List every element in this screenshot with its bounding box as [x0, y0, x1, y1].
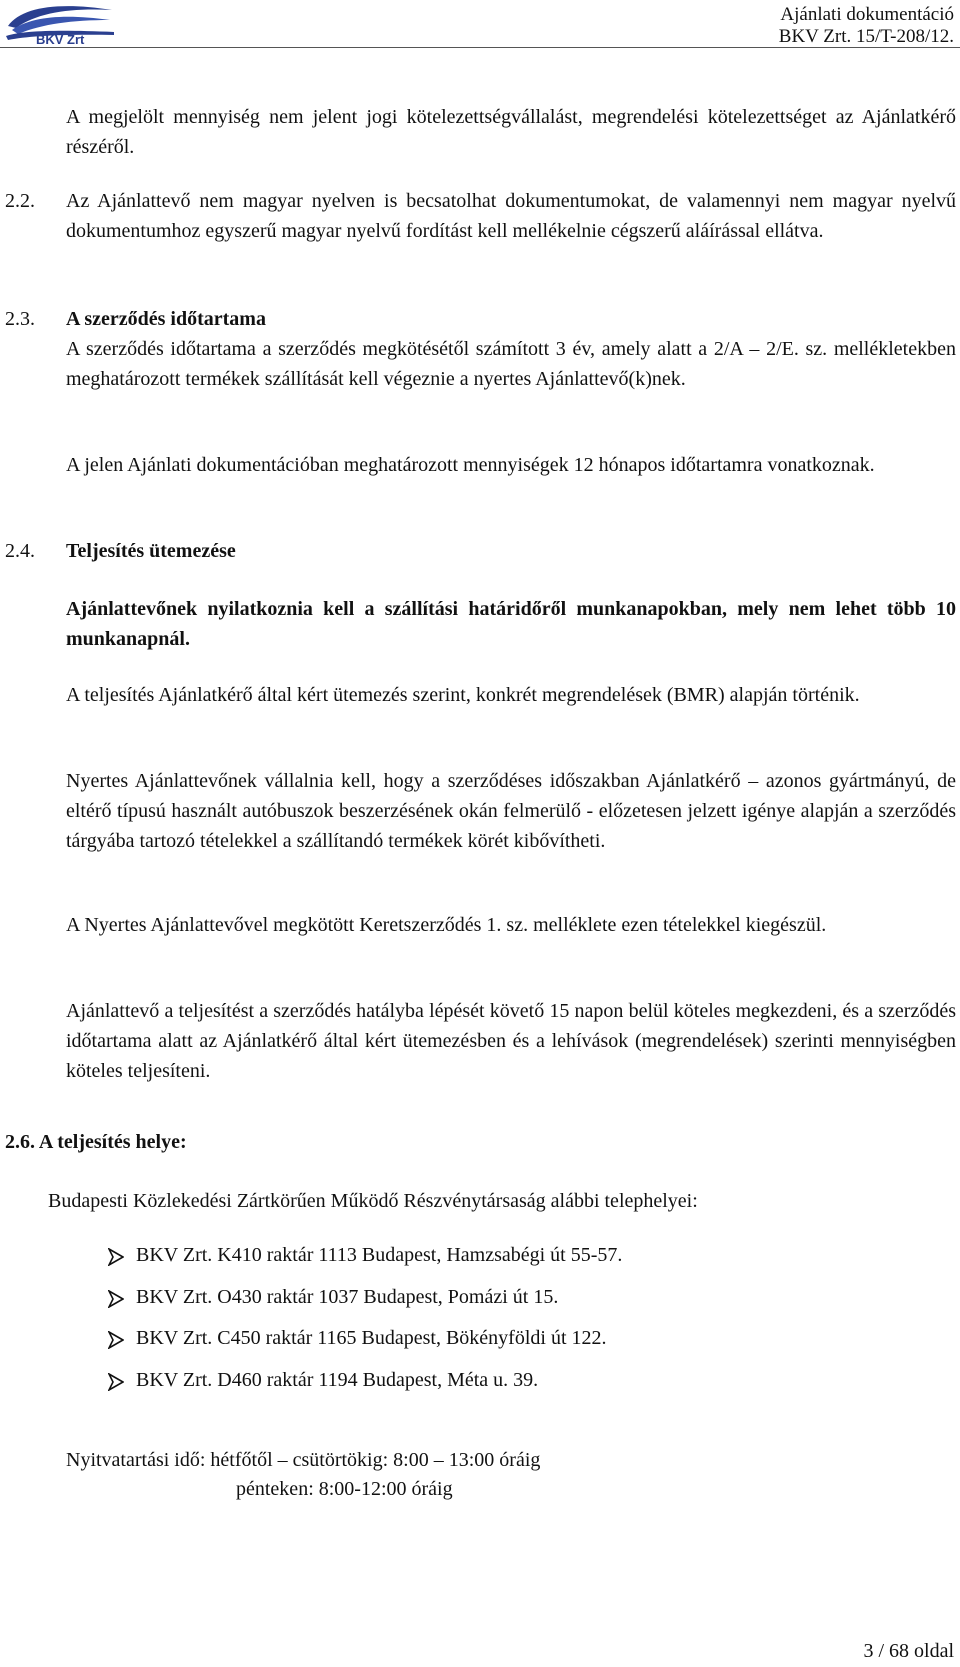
bkv-logo — [2, 0, 118, 44]
section-2-6-intro: Budapesti Közlekedési Zártkörűen Működő Részvénytársaság alábbi telephelyei: — [48, 1190, 698, 1212]
section-2-4-paragraph-2: Nyertes Ajánlattevőnek vállalnia kell, hogy a szerződéses időszakban Ajánlatkérő – azonos gyártmányú, de eltérő típusú használt autóbuszok beszerzésének okán felmerülő - előzetesen jelzett igénye alapján a szerződés tárgyába tartozó tételekkel a szállítandó termékek körét kibővítheti. — [66, 770, 956, 852]
list-item: BKV Zrt. O430 raktár 1037 Budapest, Pomázi út 15. — [136, 1286, 559, 1308]
page-number: 3 / 68 oldal — [863, 1640, 954, 1662]
section-2-4-number: 2.4. — [5, 540, 35, 562]
section-2-3-paragraph-1: A szerződés időtartama a szerződés megkötésétől számított 3 év, amely alatt a 2/A – 2/E. sz. mellékletekben meghatározott termékek szállítását kell végeznie a nyertes Ajánlattevő(k)nek. — [66, 338, 956, 390]
arrow-bullet-icon — [108, 1290, 124, 1308]
header-title: Ajánlati dokumentáció — [780, 4, 954, 25]
section-2-4-title: Teljesítés ütemezése — [66, 540, 236, 562]
arrow-bullet-icon — [108, 1331, 124, 1349]
section-2-6-heading: 2.6. A teljesítés helye: — [5, 1131, 187, 1153]
section-2-4-paragraph-1: A teljesítés Ajánlatkérő által kért ütemezés szerint, konkrét megrendelések (BMR) alapján történik. — [66, 684, 860, 706]
header-info — [779, 4, 954, 48]
section-2-2-number: 2.2. — [5, 190, 35, 212]
header-divider — [0, 47, 960, 48]
section-2-3-paragraph-2: A jelen Ajánlati dokumentációban meghatározott mennyiségek 12 hónapos időtartamra vonatkoznak. — [66, 454, 875, 476]
list-item: BKV Zrt. C450 raktár 1165 Budapest, Bökényföldi út 122. — [136, 1327, 607, 1349]
arrow-bullet-icon — [108, 1248, 124, 1266]
footer-opening-hours: Nyitvatartási idő: hétfőtől – csütörtökig: 8:00 – 13:00 óráig — [66, 1449, 541, 1471]
section-2-4-bold-paragraph: Ajánlattevőnek nyilatkoznia kell a szállítási határidőről munkanapokban, mely nem lehet több 10 munkanapnál. — [66, 598, 956, 650]
list-item: BKV Zrt. D460 raktár 1194 Budapest, Méta u. 39. — [136, 1369, 539, 1391]
header-doc-number: BKV Zrt. 15/T-208/12. — [778, 26, 954, 47]
logo-text: BKV Zrt — [36, 32, 85, 44]
section-2-3-title: A szerződés időtartama — [66, 308, 266, 330]
intro-paragraph: A megjelölt mennyiség nem jelent jogi kötelezettségvállalást, megrendelési kötelezettséget az Ajánlatkérő részéről. — [66, 106, 956, 158]
section-2-3-number: 2.3. — [5, 308, 35, 330]
footer-friday-hours: pénteken: 8:00-12:00 óráig — [236, 1478, 453, 1500]
arrow-bullet-icon — [108, 1373, 124, 1391]
list-item: BKV Zrt. K410 raktár 1113 Budapest, Hamzsabégi út 55-57. — [136, 1244, 623, 1266]
section-2-4-paragraph-4: Ajánlattevő a teljesítést a szerződés hatályba lépését követő 15 napon belül köteles megkezdeni, és a szerződés időtartama alatt az Ajánlatkérő által kért ütemezésben és a lehívások (megrendelések) szerinti mennyiségben köteles teljesíteni. — [66, 1000, 956, 1082]
section-2-4-paragraph-3: A Nyertes Ajánlattevővel megkötött Keretszerződés 1. sz. melléklete ezen tételekkel kiegészül. — [66, 914, 827, 936]
section-2-2-text: Az Ajánlattevő nem magyar nyelven is becsatolhat dokumentumokat, de valamennyi nem magyar nyelvű dokumentumhoz egyszerű magyar nyelvű fordítást kell mellékelnie cégszerű aláírással ellátva. — [66, 190, 956, 242]
